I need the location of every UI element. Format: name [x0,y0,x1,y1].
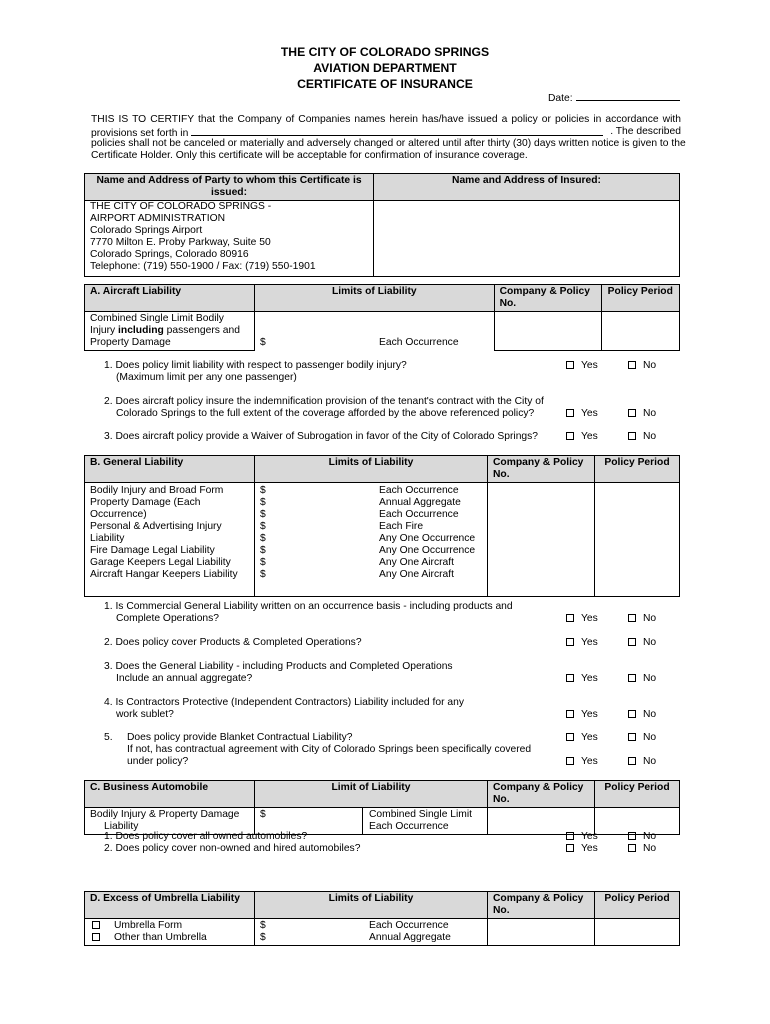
general-q4-yes[interactable]: Yes [566,709,598,721]
form-title-department: AVIATION DEPARTMENT [313,61,457,75]
general-company-field[interactable] [488,483,595,597]
auto-table [84,780,680,835]
aircraft-q3: 3. Does aircraft policy provide a Waiver of Subrogation in favor of the City of Colorado Springs? [104,431,539,442]
auto-q1: 1. Does policy cover all owned automobiles? [104,831,308,842]
checkbox-icon[interactable] [628,614,636,622]
checkbox-icon[interactable] [628,638,636,646]
general-q5-number: 5. [104,732,113,743]
general-q2-yes[interactable]: Yes [566,637,598,649]
checkbox-icon[interactable] [92,921,100,929]
general-q3: 3. Does the General Liability - including Products and Completed Operations [104,661,453,672]
intro-line-1: THIS IS TO CERTIFY that the Company of Companies names herein has/have issued a policy or policies in accordance with [91,114,681,125]
checkbox-icon[interactable] [566,361,574,369]
checkbox-icon[interactable] [566,733,574,741]
checkbox-icon[interactable] [566,674,574,682]
general-table [84,455,680,597]
general-q3-no[interactable]: No [628,673,656,685]
checkbox-icon[interactable] [628,432,636,440]
umbrella-heading: D. Excess of Umbrella Liability [85,892,255,919]
auto-limit-cell[interactable]: $ Combined Single Limit Each Occurrence [255,808,488,835]
umbrella-company-header: Company & Policy No. [488,892,595,919]
umbrella-table [84,891,680,946]
checkbox-icon[interactable] [628,733,636,741]
checkbox-icon[interactable] [628,409,636,417]
form-title-city: THE CITY OF COLORADO SPRINGS [280,45,490,59]
checkbox-icon[interactable] [566,844,574,852]
general-q5b-no[interactable]: No [628,756,656,768]
general-company-header: Company & Policy No. [488,456,595,483]
umbrella-form-option[interactable]: Umbrella Form [90,920,249,932]
checkbox-icon[interactable] [628,361,636,369]
checkbox-icon[interactable] [92,933,100,941]
other-than-umbrella-option[interactable]: Other than Umbrella [90,932,249,944]
umbrella-limit-cell[interactable]: $ $ Each Occurrence Annual Aggregate [255,919,488,946]
general-labels: Bodily Injury and Broad Form Property Damage (Each Occurrence) Personal & Advertising Injury Liability Fire Damage Legal Liability Garage Keepers Legal Liability Aircraft Hangar Keepers Liability [85,483,255,597]
umbrella-period-header: Policy Period [595,892,680,919]
checkbox-icon[interactable] [628,844,636,852]
intro-line-4: Certificate Holder. Only this certificate will be acceptable for confirmation of insurance coverage. [91,150,528,161]
general-limits-cell[interactable]: $ $ $ $ $ $ $ $ Each Occurrence Annual Aggregate Each Occurrence Each Fire Any One Occurrence Any One Occurrence Any One Aircraft Any One Aircraft [255,483,488,597]
auto-row-label: Bodily Injury & Property Damage Liability [85,808,255,835]
general-q1: 1. Is Commercial General Liability written on an occurrence basis - including products and [104,601,513,612]
aircraft-q3-no[interactable]: No [628,431,656,443]
party-table [84,173,680,277]
checkbox-icon[interactable] [566,832,574,840]
aircraft-table [84,284,680,351]
intro-line-3: policies shall not be canceled or materially and adversely changed or altered until after thirty (30) days written notice is given to the [91,138,686,149]
aircraft-q2-yes[interactable]: Yes [566,408,598,420]
umbrella-limits-header: Limits of Liability [255,892,488,919]
checkbox-icon[interactable] [566,432,574,440]
insured-header: Name and Address of Insured: [374,174,680,201]
auto-q1-yes[interactable]: Yes [566,831,598,843]
aircraft-q2-no[interactable]: No [628,408,656,420]
general-period-field[interactable] [595,483,680,597]
provisions-field[interactable] [191,126,603,136]
general-q2: 2. Does policy cover Products & Completed Operations? [104,637,362,648]
date-field[interactable] [576,90,680,101]
aircraft-q1-yes[interactable]: Yes [566,360,598,372]
general-q5: Does policy provide Blanket Contractual Liability? [127,732,353,743]
general-q1-cont: Complete Operations? [116,613,220,624]
aircraft-company-field[interactable] [494,312,601,351]
aircraft-q2-cont: Colorado Springs to the full extent of the coverage afforded by the above referenced policy? [116,408,535,419]
auto-q2-yes[interactable]: Yes [566,843,598,855]
checkbox-icon[interactable] [566,638,574,646]
general-limit-types: Each Occurrence Annual Aggregate Each Occurrence Each Fire Any One Occurrence Any One Occurrence Any One Aircraft Any One Aircraft [379,485,476,580]
aircraft-period-header: Policy Period [601,285,679,312]
date-label: Date: [548,93,573,104]
aircraft-q1: 1. Does policy limit liability with respect to passenger bodily injury? [104,360,407,371]
general-q2-no[interactable]: No [628,637,656,649]
umbrella-options [85,919,255,946]
auto-q2: 2. Does policy cover non-owned and hired automobiles? [104,843,361,854]
aircraft-q3-yes[interactable]: Yes [566,431,598,443]
auto-q1-no[interactable]: No [628,831,656,843]
aircraft-heading: A. Aircraft Liability [85,285,255,312]
general-q5a-no[interactable]: No [628,732,656,744]
general-q5b-yes[interactable]: Yes [566,756,598,768]
insured-address-field[interactable] [374,201,680,277]
general-q4: 4. Is Contractors Protective (Independent Contractors) Liability included for any [104,697,464,708]
checkbox-icon[interactable] [628,832,636,840]
general-q1-no[interactable]: No [628,613,656,625]
checkbox-icon[interactable] [566,710,574,718]
aircraft-each-occurrence: Each Occurrence [379,337,459,348]
checkbox-icon[interactable] [628,757,636,765]
checkbox-icon[interactable] [566,614,574,622]
umbrella-period-field[interactable] [595,919,680,946]
general-q4-cont: work sublet? [116,709,174,720]
date-row [548,90,680,105]
auto-company-header: Company & Policy No. [488,781,595,808]
aircraft-q1-no[interactable]: No [628,360,656,372]
form-title-certificate: CERTIFICATE OF INSURANCE [297,77,473,91]
aircraft-limits-header: Limits of Liability [255,285,495,312]
general-q1-yes[interactable]: Yes [566,613,598,625]
holder-header: Name and Address of Party to whom this Certificate is issued: [85,174,374,201]
auto-q2-no[interactable]: No [628,843,656,855]
checkbox-icon[interactable] [566,757,574,765]
aircraft-q2: 2. Does aircraft policy insure the indemnification provision of the tenant's contract with the City of [104,396,544,407]
intro-line-2: provisions set forth in . The described [91,126,681,139]
general-limits-header: Limits of Liability [255,456,488,483]
general-q4-no[interactable]: No [628,709,656,721]
general-period-header: Policy Period [595,456,680,483]
general-q5a-yes[interactable]: Yes [566,732,598,744]
auto-period-header: Policy Period [595,781,680,808]
general-q3-yes[interactable]: Yes [566,673,598,685]
aircraft-limit-cell[interactable]: $ Each Occurrence [255,312,495,351]
aircraft-q1-note: (Maximum limit per any one passenger) [116,372,297,383]
aircraft-period-field[interactable] [601,312,679,351]
checkbox-icon[interactable] [628,674,636,682]
holder-address: THE CITY OF COLORADO SPRINGS - AIRPORT ADMINISTRATION Colorado Springs Airport 7770 Milton E. Proby Parkway, Suite 50 Colorado Springs, Colorado 80916 Telephone: (719) 550-1900 / Fax: (719) 550-1901 [85,201,374,277]
checkbox-icon[interactable] [628,710,636,718]
auto-heading: C. Business Automobile [85,781,255,808]
checkbox-icon[interactable] [566,409,574,417]
aircraft-company-header: Company & Policy No. [494,285,601,312]
general-q5-cont-2: under policy? [127,756,189,767]
general-heading: B. General Liability [85,456,255,483]
general-q3-cont: Include an annual aggregate? [116,673,253,684]
auto-limit-header: Limit of Liability [255,781,488,808]
umbrella-company-field[interactable] [488,919,595,946]
aircraft-row-label: Combined Single Limit Bodily Injury including passengers and Property Damage [85,312,255,351]
general-q5-cont: If not, has contractual agreement with City of Colorado Springs been specifically covered [127,744,532,755]
